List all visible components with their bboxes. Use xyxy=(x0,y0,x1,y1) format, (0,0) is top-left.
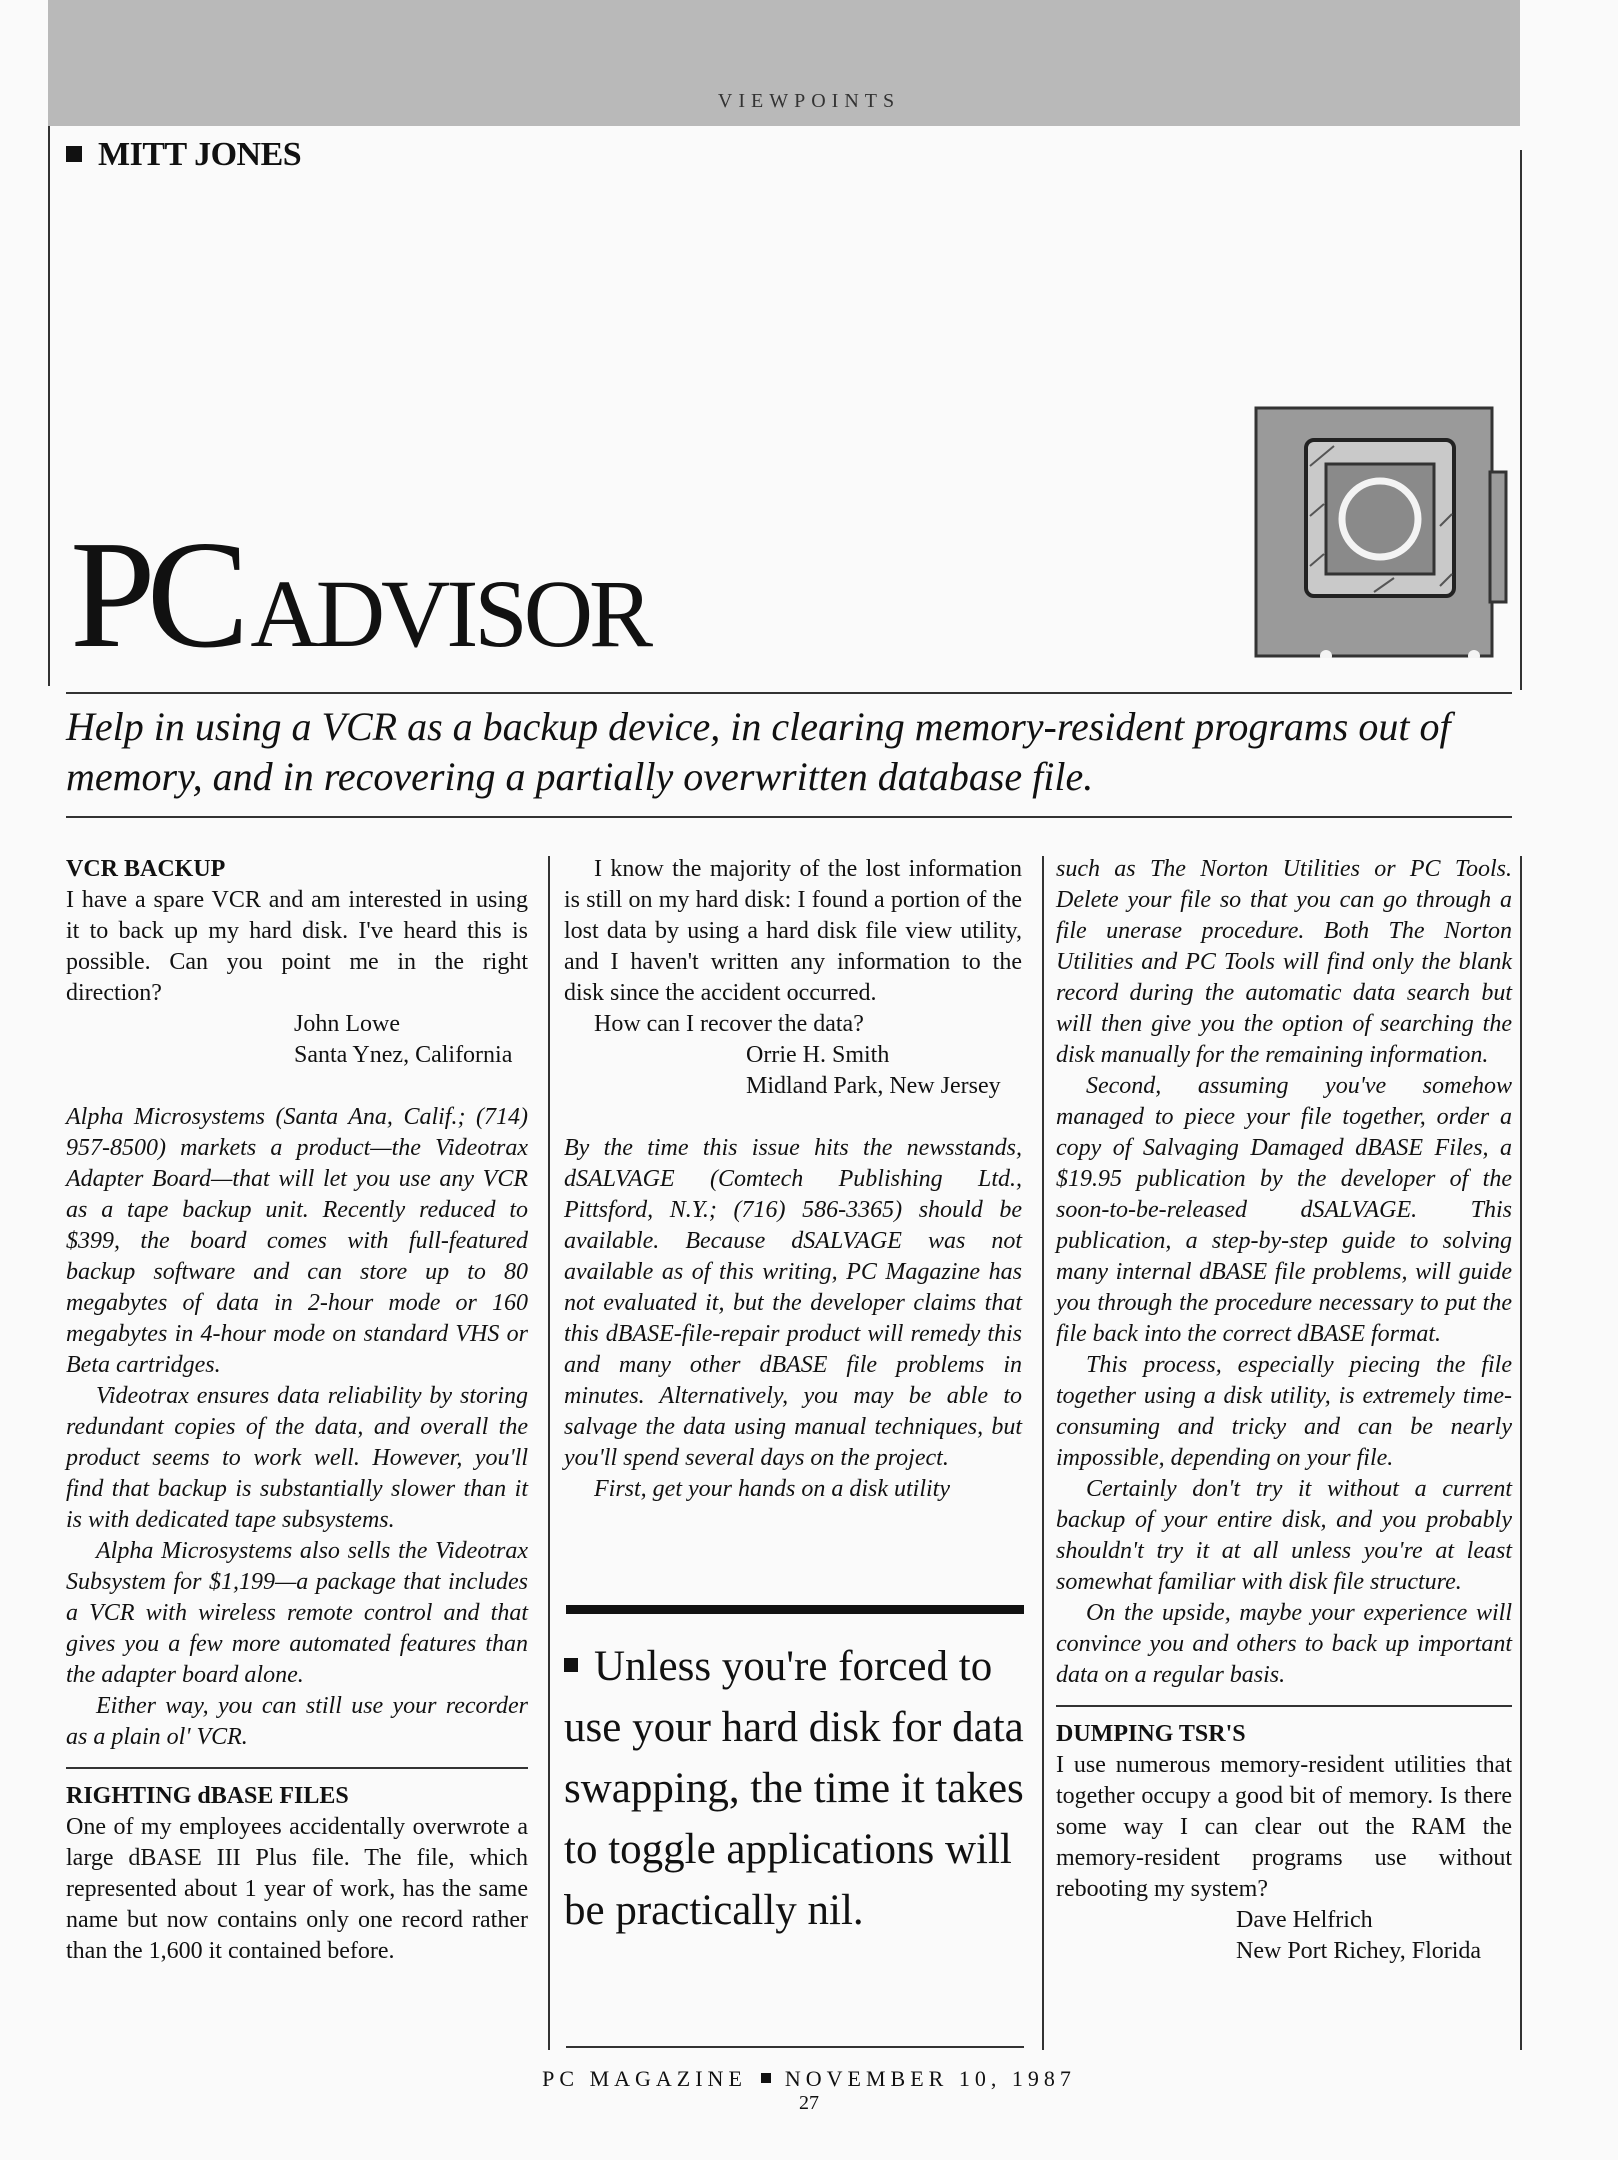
signature-place: New Port Richey, Florida xyxy=(1236,1938,1482,1964)
letter-text: I have a spare VCR and am interested in using it to back up my hard disk. I've heard this is possible. Can you point me in the right direction? xyxy=(66,887,528,1006)
answer-paragraph: Alpha Microsystems (Santa Ana, Calif.; (714) 957-8500) markets a product—the Videotrax Adapter Board—that will let you use any VCR as a tape backup unit. Recently reduced to $399, the board comes with full-featured backup software and can store up to 80 megabytes of data in 2-hour mode or 160 megabytes in 4-hour mode on standard VHS or Beta cartridges. xyxy=(66,1104,528,1378)
column-3 xyxy=(1056,854,1512,1967)
section-heading-vcr-backup: VCR BACKUP xyxy=(66,856,226,882)
letter-text: I use numerous memory-resident utilities that together occupy a good bit of memory. Is there some way I can clear out the RAM the memory-resident programs use without rebooting my system? xyxy=(1056,1752,1512,1902)
signature-name: Dave Helfrich xyxy=(1236,1907,1373,1933)
floppy-disk-chip-icon xyxy=(1254,406,1512,658)
section-label: VIEWPOINTS xyxy=(717,90,901,112)
article-deck: Help in using a VCR as a backup device, in clearing memory-resident programs out of memory, and in recovering a partially overwritten database file. xyxy=(66,704,1451,799)
bullet-square-icon xyxy=(564,1658,578,1672)
signature-name: John Lowe xyxy=(294,1011,400,1037)
letter-text: How can I recover the data? xyxy=(594,1011,864,1037)
column-divider xyxy=(1042,856,1044,2050)
letter-text: I know the majority of the lost information is still on my hard disk: I found a portion of the lost data by using a hard disk file view utility, and I haven't written any information to the disk since the accident occurred. xyxy=(564,856,1022,1006)
page-title: PC ADVISOR xyxy=(70,510,650,680)
right-border-line xyxy=(1520,856,1522,2050)
pullquote-bottom-rule xyxy=(566,2046,1024,2048)
answer-paragraph: First, get your hands on a disk utility xyxy=(594,1476,950,1502)
answer-paragraph: Videotrax ensures data reliability by storing redundant copies of the data, and overall the product seems to work well. However, you'll find that backup is substantially slower than it is with dedicated tape subsystems. xyxy=(66,1383,528,1533)
answer-paragraph: Alpha Microsystems also sells the Videotrax Subsystem for $1,199—a package that includes a VCR with wireless remote control and that gives you a few more automated features than the adapter board alone. xyxy=(66,1538,528,1688)
column-1 xyxy=(66,854,528,1967)
column-divider xyxy=(548,856,550,2050)
rule-top xyxy=(66,692,1512,694)
pullquote-top-bar xyxy=(566,1605,1024,1614)
page-footer: PC MAGAZINE NOVEMBER 10, 1987 xyxy=(542,2066,1076,2091)
letter-text: One of my employees accidentally overwrote a large dBASE III Plus file. The file, which represented about 1 year of work, has the same name but now contains only one record rather than the 1,600 it contained before. xyxy=(66,1814,528,1964)
page-number: 27 xyxy=(799,2092,819,2114)
section-heading-righting-dbase: RIGHTING dBASE FILES xyxy=(66,1783,349,1809)
column-2 xyxy=(564,854,1022,1505)
left-border-line xyxy=(48,126,50,686)
column-rule xyxy=(66,1767,528,1769)
bullet-square-icon xyxy=(761,2073,771,2083)
right-border-line xyxy=(1520,150,1522,690)
bullet-square-icon xyxy=(66,146,82,162)
pull-quote: Unless you're forced to use your hard disk for data swapping, the time it takes to toggle applications will be practically nil. xyxy=(564,1643,1024,1934)
signature-name: Orrie H. Smith xyxy=(746,1042,890,1068)
answer-paragraph: Second, assuming you've somehow managed to piece your file together, order a copy of Salvaging Damaged dBASE Files, a $19.95 publication by the developer of the soon-to-be-released dSALVAGE. This publication, a step-by-step guide to solving many internal dBASE file problems, will guide you through the procedure necessary to put the file back into the correct dBASE format. xyxy=(1056,1073,1512,1347)
signature-place: Santa Ynez, California xyxy=(294,1042,513,1068)
answer-paragraph: Certainly don't try it without a current backup of your entire disk, and you probably shouldn't try it at all unless you're at least somewhat familiar with disk file structure. xyxy=(1056,1476,1512,1595)
answer-paragraph: This process, especially piecing the file together using a disk utility, is extremely time-consuming and tricky and can be nearly impossible, depending on your file. xyxy=(1056,1352,1512,1471)
author-name: MITT JONES xyxy=(66,136,301,174)
answer-paragraph: such as The Norton Utilities or PC Tools. Delete your file so that you can go through a file unerase procedure. Both The Norton Utilities and PC Tools will find only the blank record during the automatic data search but will then give you the option of searching the disk manually for the remaining information. xyxy=(1056,856,1512,1068)
answer-paragraph: On the upside, maybe your experience will convince you and others to back up important data on a regular basis. xyxy=(1056,1600,1512,1688)
answer-paragraph: By the time this issue hits the newsstands, dSALVAGE (Comtech Publishing Ltd., Pittsford, N.Y.; (716) 586-3365) should be available. Because dSALVAGE was not available as of this writing, PC Magazine has not evaluated it, but the developer claims that this dBASE-file-repair product will remedy this and many other dBASE file problems in minutes. Alternatively, you may be able to salvage the data using manual techniques, but you'll spend several days on the project. xyxy=(564,1135,1022,1471)
section-heading-dumping-tsrs: DUMPING TSR'S xyxy=(1056,1721,1246,1747)
column-rule xyxy=(1056,1705,1512,1707)
signature-place: Midland Park, New Jersey xyxy=(746,1073,1001,1099)
answer-paragraph: Either way, you can still use your recorder as a plain ol' VCR. xyxy=(66,1693,528,1750)
rule-bottom xyxy=(66,816,1512,818)
